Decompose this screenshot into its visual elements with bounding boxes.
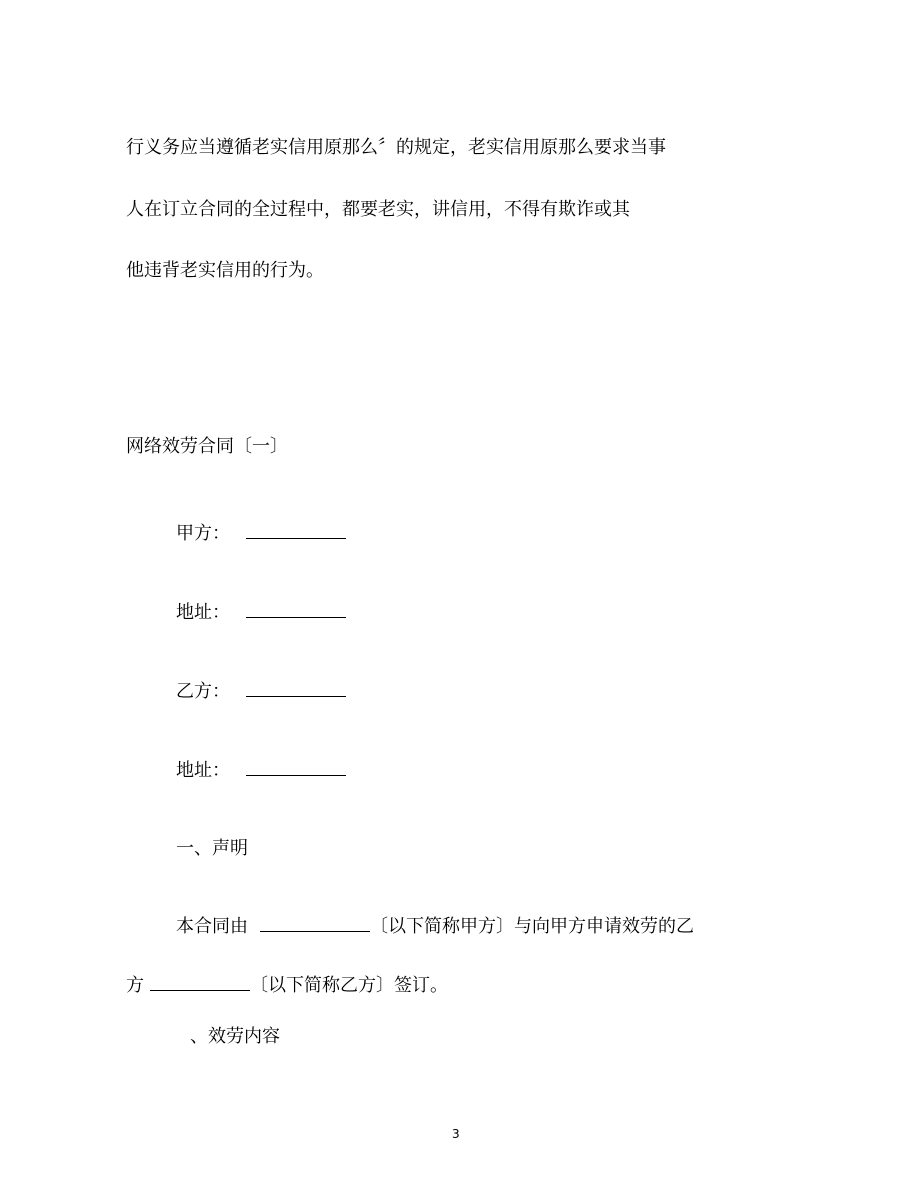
statement-blank-party-b — [150, 974, 250, 991]
party-a-address-blank — [246, 601, 346, 618]
statement-line2-prefix: 方 — [126, 975, 144, 996]
statement-middle: 〔以下简称甲方〕与向甲方申请效劳的乙 — [370, 916, 694, 937]
section-2-heading: 、效劳内容 — [190, 1026, 280, 1047]
party-a-blank — [246, 522, 346, 539]
page-number: 3 — [452, 1127, 460, 1141]
party-b-address-row — [176, 759, 346, 783]
party-b-address-label: 地址： — [176, 760, 230, 781]
contract-title: 网络效劳合同〔一〕 — [126, 436, 288, 457]
party-a-row — [176, 522, 346, 546]
statement-blank-party-a — [260, 915, 370, 932]
party-a-address-row — [176, 601, 346, 625]
statement-line-2 — [126, 974, 448, 998]
party-b-row — [176, 680, 346, 704]
statement-line-1 — [176, 915, 694, 939]
paragraph-line-2: 人在订立合同的全过程中，都要老实，讲信用，不得有欺诈或其 — [126, 199, 630, 220]
paragraph-line-3: 他违背老实信用的行为。 — [126, 260, 324, 281]
party-b-label: 乙方： — [176, 681, 230, 702]
party-a-address-label: 地址： — [176, 602, 230, 623]
statement-line2-suffix: 〔以下简称乙方〕签订。 — [250, 975, 448, 996]
section-1-heading: 一、声明 — [176, 838, 248, 859]
statement-prefix: 本合同由 — [176, 916, 248, 937]
paragraph-line-1: 行义务应当遵循老实信用原那么〞的规定，老实信用原那么要求当事 — [126, 137, 666, 158]
party-b-address-blank — [246, 759, 346, 776]
party-a-label: 甲方： — [176, 523, 230, 544]
party-b-blank — [246, 680, 346, 697]
